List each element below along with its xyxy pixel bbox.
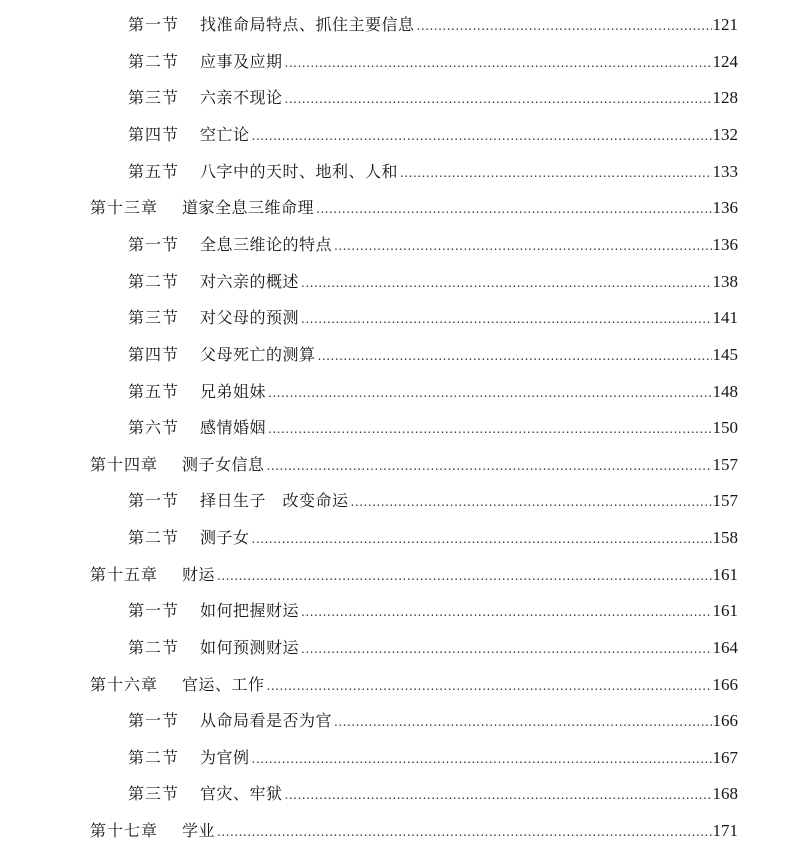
section-number: 第一节 xyxy=(128,491,180,510)
entry-title: 应事及应期 xyxy=(200,52,283,71)
dot-leader xyxy=(267,454,712,478)
entry-title: 学业 xyxy=(182,821,216,840)
section-number: 第二节 xyxy=(128,528,180,547)
dot-leader xyxy=(252,747,712,771)
page-number: 128 xyxy=(712,88,738,107)
dot-leader xyxy=(217,564,711,588)
dot-leader xyxy=(267,674,712,698)
dot-leader xyxy=(285,783,712,807)
entry-title: 择日生子 改变命运 xyxy=(200,491,349,510)
entry-title: 从命局看是否为官 xyxy=(200,711,333,730)
page-number: 141 xyxy=(712,308,738,327)
chapter-number: 第十三章 xyxy=(90,198,159,217)
entry-title: 八字中的天时、地利、人和 xyxy=(200,162,399,181)
section-number: 第一节 xyxy=(128,601,180,620)
toc-entry-section xyxy=(128,526,738,550)
toc-entry-section xyxy=(128,233,738,257)
page-number: 157 xyxy=(712,455,738,474)
toc-entry-chapter xyxy=(90,819,738,843)
section-number: 第一节 xyxy=(128,15,180,34)
dot-leader xyxy=(318,344,712,368)
section-number: 第三节 xyxy=(128,308,180,327)
dot-leader xyxy=(334,710,711,734)
dot-leader xyxy=(316,197,711,221)
page-number: 161 xyxy=(712,565,738,584)
entry-title: 空亡论 xyxy=(200,125,250,144)
page-number: 157 xyxy=(712,491,738,510)
dot-leader xyxy=(268,417,711,441)
dot-leader xyxy=(351,490,712,514)
page-number: 133 xyxy=(712,162,738,181)
section-number: 第三节 xyxy=(128,88,180,107)
dot-leader xyxy=(285,87,712,111)
toc-entry-section xyxy=(128,489,738,513)
page-number: 166 xyxy=(712,675,738,694)
section-number: 第三节 xyxy=(128,784,180,803)
entry-title: 找准命局特点、抓住主要信息 xyxy=(200,15,415,34)
toc-entry-chapter xyxy=(90,453,738,477)
page-number: 164 xyxy=(712,638,738,657)
dot-leader xyxy=(301,307,711,331)
dot-leader xyxy=(268,381,711,405)
toc-entry-section xyxy=(128,270,738,294)
page-number: 121 xyxy=(712,15,738,34)
toc-entry-section xyxy=(128,746,738,770)
entry-title: 对父母的预测 xyxy=(200,308,300,327)
entry-title: 父母死亡的测算 xyxy=(200,345,316,364)
dot-leader xyxy=(285,51,712,75)
dot-leader xyxy=(301,637,711,661)
toc-entry-section xyxy=(128,160,738,184)
dot-leader xyxy=(252,527,712,551)
toc-entry-section xyxy=(128,13,738,37)
page-number: 145 xyxy=(712,345,738,364)
dot-leader xyxy=(252,124,712,148)
page-number: 168 xyxy=(712,784,738,803)
section-number: 第一节 xyxy=(128,711,180,730)
dot-leader xyxy=(301,600,711,624)
entry-title: 兄弟姐妹 xyxy=(200,382,267,401)
entry-title: 官灾、牢狱 xyxy=(200,784,283,803)
section-number: 第四节 xyxy=(128,345,180,364)
entry-title: 测子女 xyxy=(200,528,250,547)
toc-entry-section xyxy=(128,709,738,733)
toc-entry-section xyxy=(128,343,738,367)
section-number: 第四节 xyxy=(128,125,180,144)
page-number: 158 xyxy=(712,528,738,547)
page-number: 167 xyxy=(712,748,738,767)
entry-title: 对六亲的概述 xyxy=(200,272,300,291)
toc-entry-section xyxy=(128,306,738,330)
toc-entry-section xyxy=(128,86,738,110)
section-number: 第二节 xyxy=(128,638,180,657)
entry-title: 如何把握财运 xyxy=(200,601,300,620)
page-number: 138 xyxy=(712,272,738,291)
toc-entry-chapter xyxy=(90,673,738,697)
chapter-number: 第十四章 xyxy=(90,455,159,474)
section-number: 第二节 xyxy=(128,272,180,291)
entry-title: 六亲不现论 xyxy=(200,88,283,107)
entry-title: 测子女信息 xyxy=(182,455,265,474)
section-number: 第五节 xyxy=(128,162,180,181)
entry-title: 感情婚姻 xyxy=(200,418,267,437)
section-number: 第五节 xyxy=(128,382,180,401)
dot-leader xyxy=(400,161,711,185)
section-number: 第一节 xyxy=(128,235,180,254)
chapter-number: 第十七章 xyxy=(90,821,159,840)
page-number: 148 xyxy=(712,382,738,401)
entry-title: 道家全息三维命理 xyxy=(182,198,315,217)
page-number: 136 xyxy=(712,198,738,217)
dot-leader xyxy=(301,271,711,295)
page-number: 161 xyxy=(712,601,738,620)
toc-entry-section xyxy=(128,636,738,660)
toc-entry-section xyxy=(128,50,738,74)
entry-title: 官运、工作 xyxy=(182,675,265,694)
toc-entry-chapter xyxy=(90,563,738,587)
toc-entry-chapter xyxy=(90,196,738,220)
dot-leader xyxy=(334,234,711,258)
entry-title: 如何预测财运 xyxy=(200,638,300,657)
chapter-number: 第十五章 xyxy=(90,565,159,584)
toc-entry-section xyxy=(128,782,738,806)
entry-title: 财运 xyxy=(182,565,216,584)
dot-leader xyxy=(417,14,712,38)
section-number: 第二节 xyxy=(128,52,180,71)
toc-entry-section xyxy=(128,416,738,440)
toc-entry-section xyxy=(128,123,738,147)
section-number: 第六节 xyxy=(128,418,180,437)
toc-entry-section xyxy=(128,599,738,623)
dot-leader xyxy=(217,820,711,844)
page-number: 124 xyxy=(712,52,738,71)
page-number: 150 xyxy=(712,418,738,437)
section-number: 第二节 xyxy=(128,748,180,767)
page-number: 136 xyxy=(712,235,738,254)
page-number: 166 xyxy=(712,711,738,730)
toc-entry-section xyxy=(128,380,738,404)
page-number: 132 xyxy=(712,125,738,144)
chapter-number: 第十六章 xyxy=(90,675,159,694)
entry-title: 全息三维论的特点 xyxy=(200,235,333,254)
page-number: 171 xyxy=(712,821,738,840)
entry-title: 为官例 xyxy=(200,748,250,767)
